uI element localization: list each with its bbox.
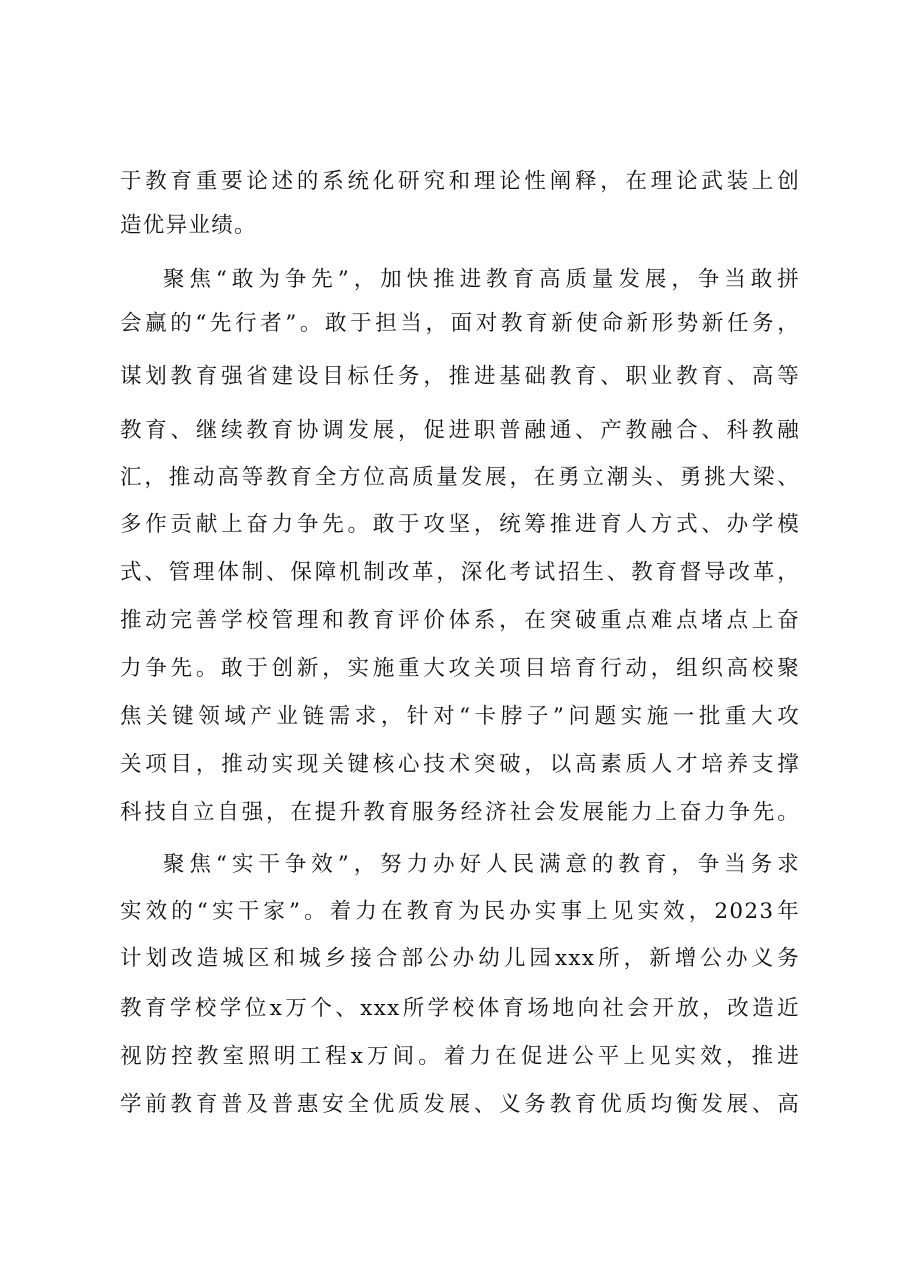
text-line: 实效的“实干家”。着力在教育为民办实事上见实效，2023年 [120, 899, 800, 924]
paragraph-start-line: 聚焦“实干争效”，努力办好人民满意的教育，争当务求 [163, 852, 800, 877]
text-line: 关项目，推动实现关键核心技术突破，以高素质人才培养支撑 [120, 752, 800, 777]
text-line: 多作贡献上奋力争先。敢于攻坚，统筹推进育人方式、办学模 [120, 512, 800, 537]
text-line: 焦关键领域产业链需求，针对“卡脖子”问题实施一批重大攻 [120, 704, 800, 729]
text-line: 计划改造城区和城乡接合部公办幼儿园xxx所，新增公办义务 [120, 946, 800, 971]
text-line: 于教育重要论述的系统化研究和理论性阐释，在理论武装上创 [120, 169, 800, 194]
text-line: 汇，推动高等教育全方位高质量发展，在勇立潮头、勇挑大梁、 [120, 465, 800, 490]
text-line: 式、管理体制、保障机制改革，深化考试招生、教育督导改革， [120, 560, 800, 585]
text-line: 推动完善学校管理和教育评价体系，在突破重点难点堵点上奋 [120, 608, 800, 633]
text-line: 科技自立自强，在提升教育服务经济社会发展能力上奋力争先。 [120, 800, 800, 825]
text-line: 力争先。敢于创新，实施重大攻关项目培育行动，组织高校聚 [120, 656, 800, 681]
paragraph-start-line: 聚焦“敢为争先”，加快推进教育高质量发展，争当敢拼 [163, 267, 800, 292]
text-line: 会赢的“先行者”。敢于担当，面对教育新使命新形势新任务， [120, 311, 800, 336]
text-line: 学前教育普及普惠安全优质发展、义务教育优质均衡发展、高 [120, 1092, 800, 1117]
text-line: 视防控教室照明工程x万间。着力在促进公平上见实效，推进 [120, 1044, 800, 1069]
text-line: 造优异业绩。 [120, 213, 257, 238]
text-line: 教育、继续教育协调发展，促进职普融通、产教融合、科教融 [120, 418, 800, 443]
text-line: 谋划教育强省建设目标任务，推进基础教育、职业教育、高等 [120, 364, 800, 389]
text-line: 教育学校学位x万个、xxx所学校体育场地向社会开放，改造近 [120, 996, 800, 1021]
